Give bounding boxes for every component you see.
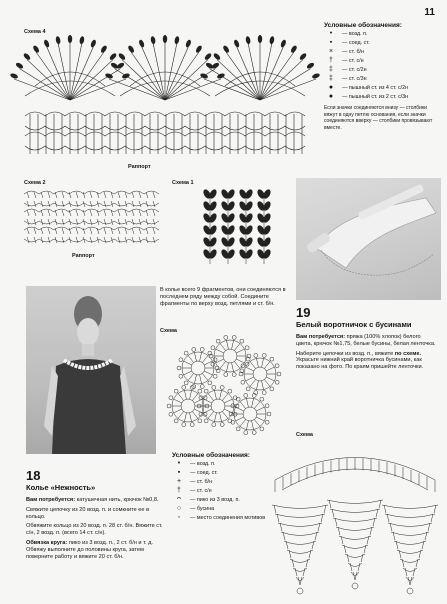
legend-item — [324, 92, 439, 101]
legend-item-text: — пышный ст. из 2 ст. с/3н — [342, 93, 409, 100]
article-19-materials-label: Вам потребуется: — [296, 334, 346, 340]
legend-item-text: — ст. с/3н — [342, 75, 367, 82]
bead-icon: ○ — [176, 504, 182, 512]
single-crochet-icon: + — [176, 477, 182, 485]
legend-item-text: — соед. ст. — [342, 39, 370, 46]
legend-item — [172, 468, 282, 477]
legend-item-text: — бусина — [190, 505, 215, 512]
join-motif-icon: ◦ — [177, 513, 181, 521]
double-crochet-icon: † — [177, 486, 181, 494]
double-crochet-icon: † — [329, 56, 333, 64]
article-18 — [26, 468, 166, 563]
legend-item-text: — пышный ст. из 4 ст. с/2н — [342, 84, 409, 91]
article-19-step-1b: по схеме. — [394, 350, 421, 357]
legend-item — [172, 495, 282, 504]
article-19 — [296, 305, 438, 374]
scheme-5-diagram — [270, 440, 440, 600]
legend-item-text: — ст. с/н — [190, 487, 212, 494]
scheme-1-label: Схема 1 — [172, 180, 194, 186]
article-19-materials: пряжа (100% хлопок) белого цвета, крючок №1,75, белые бусины, белая ленточка. — [296, 334, 436, 347]
legend-item-text: — соед. ст. — [190, 469, 218, 476]
legend-item-text: — ст. б/н — [190, 478, 213, 485]
legend-item-text: — ст. б/н — [342, 48, 365, 55]
legend-item-text: — пико из 3 возд. п. — [190, 496, 240, 503]
legend-item — [172, 459, 282, 468]
scheme-3-label: Схема — [160, 328, 177, 334]
scheme-5-label: Схема — [296, 432, 313, 438]
legend-item — [324, 83, 439, 92]
article-19-step-1c: Украсьте нижний край воротничка бусинами, как показано на фото. По краям пришейте ленточки. — [296, 357, 424, 371]
scheme-2-label: Схема 2 — [24, 180, 46, 186]
scheme-4-diagram — [20, 36, 320, 161]
puff-stitch-2-icon: ● — [328, 92, 334, 100]
article-18-title: Колье «Нежность» — [26, 483, 96, 492]
scheme-1-diagram — [200, 186, 280, 266]
legend-item-text: — возд. п. — [190, 460, 216, 467]
slip-stitch-icon: ▪ — [329, 38, 333, 46]
article-19-step-1a: Наберите цепочки из возд. п., вяжите — [296, 350, 395, 357]
legend-note: Если значки соединяются внизу — столбики вяжут в одну петлю основания, если значки соединяются вверху — столбики провязывают вместе. — [324, 105, 433, 131]
treble-crochet-icon: ‡ — [329, 65, 333, 73]
puff-stitch-3-icon: ● — [328, 83, 334, 91]
scheme-4-repeat: Раппорт — [128, 164, 151, 170]
legend-item — [324, 56, 439, 65]
legend-item — [172, 477, 282, 486]
single-crochet-icon: × — [328, 47, 334, 55]
legend-title: Условные обозначения: — [324, 22, 402, 29]
scheme-4-label: Схема 4 — [24, 29, 46, 35]
legend-bottom — [172, 452, 282, 522]
article-18-step-2: Обвяжите кольцо из 20 возд. п. 28 ст. б/н. Вяжите ст. с/н, 2 возд. п. (всего 14 ст. с/н). — [26, 523, 163, 537]
article-18-step-1: Свяжите цепочку из 20 возд. п. и сомкните ее в кольцо. — [26, 506, 150, 520]
article-18-step-3: пико из 3 возд. п., 2 ст. б/н и т. д. Обвяжу выполните до половины круга, затем поверните работу и вяжите 20 ст. б/н. — [26, 539, 153, 560]
article-19-title: Белый воротничок с бусинами — [296, 320, 412, 329]
slip-stitch-icon: ▪ — [177, 468, 181, 476]
article-18-number: 18 — [26, 468, 41, 483]
scheme-2-diagram — [24, 188, 159, 248]
article-18-edge-label: Обвязка круга: — [26, 539, 68, 546]
legend-item — [324, 74, 439, 83]
article-18-materials: катушечная нить, крючок №0,8. — [76, 497, 159, 503]
chain-stitch-icon: • — [329, 29, 333, 37]
page-number: 11 — [424, 7, 435, 18]
triple-treble-icon: ‡ — [329, 74, 333, 82]
necklace-model-photo — [26, 286, 156, 454]
legend-top — [324, 22, 439, 131]
legend-item — [172, 504, 282, 513]
legend-item — [324, 29, 439, 38]
legend-item-text: — ст. с/н — [342, 57, 364, 64]
article-18-materials-label: Вам потребуется: — [26, 497, 76, 503]
legend-item-text: — место соединения мотивов — [190, 514, 266, 521]
legend-item-text: — возд. п. — [342, 30, 368, 37]
scheme-2-repeat: Раппорт — [72, 253, 95, 259]
picot-icon: ᴖ — [177, 495, 181, 503]
legend-bottom-title: Условные обозначения: — [172, 452, 250, 459]
chain-stitch-icon: • — [177, 459, 181, 467]
fragments-note: В колье всего 9 фрагментов, они соединяются в последнем ряду между собой. Соедините фрагменты по верху возд. петлями и ст. б/н. — [160, 287, 286, 307]
legend-item — [324, 65, 439, 74]
legend-item — [324, 38, 439, 47]
legend-item — [172, 486, 282, 495]
collar-crochet-photo — [296, 178, 441, 300]
scheme-3-diagram — [160, 336, 290, 446]
legend-item-text: — ст. с/2н — [342, 66, 367, 73]
legend-item — [172, 513, 282, 522]
legend-item — [324, 47, 439, 56]
article-19-number: 19 — [296, 305, 311, 320]
